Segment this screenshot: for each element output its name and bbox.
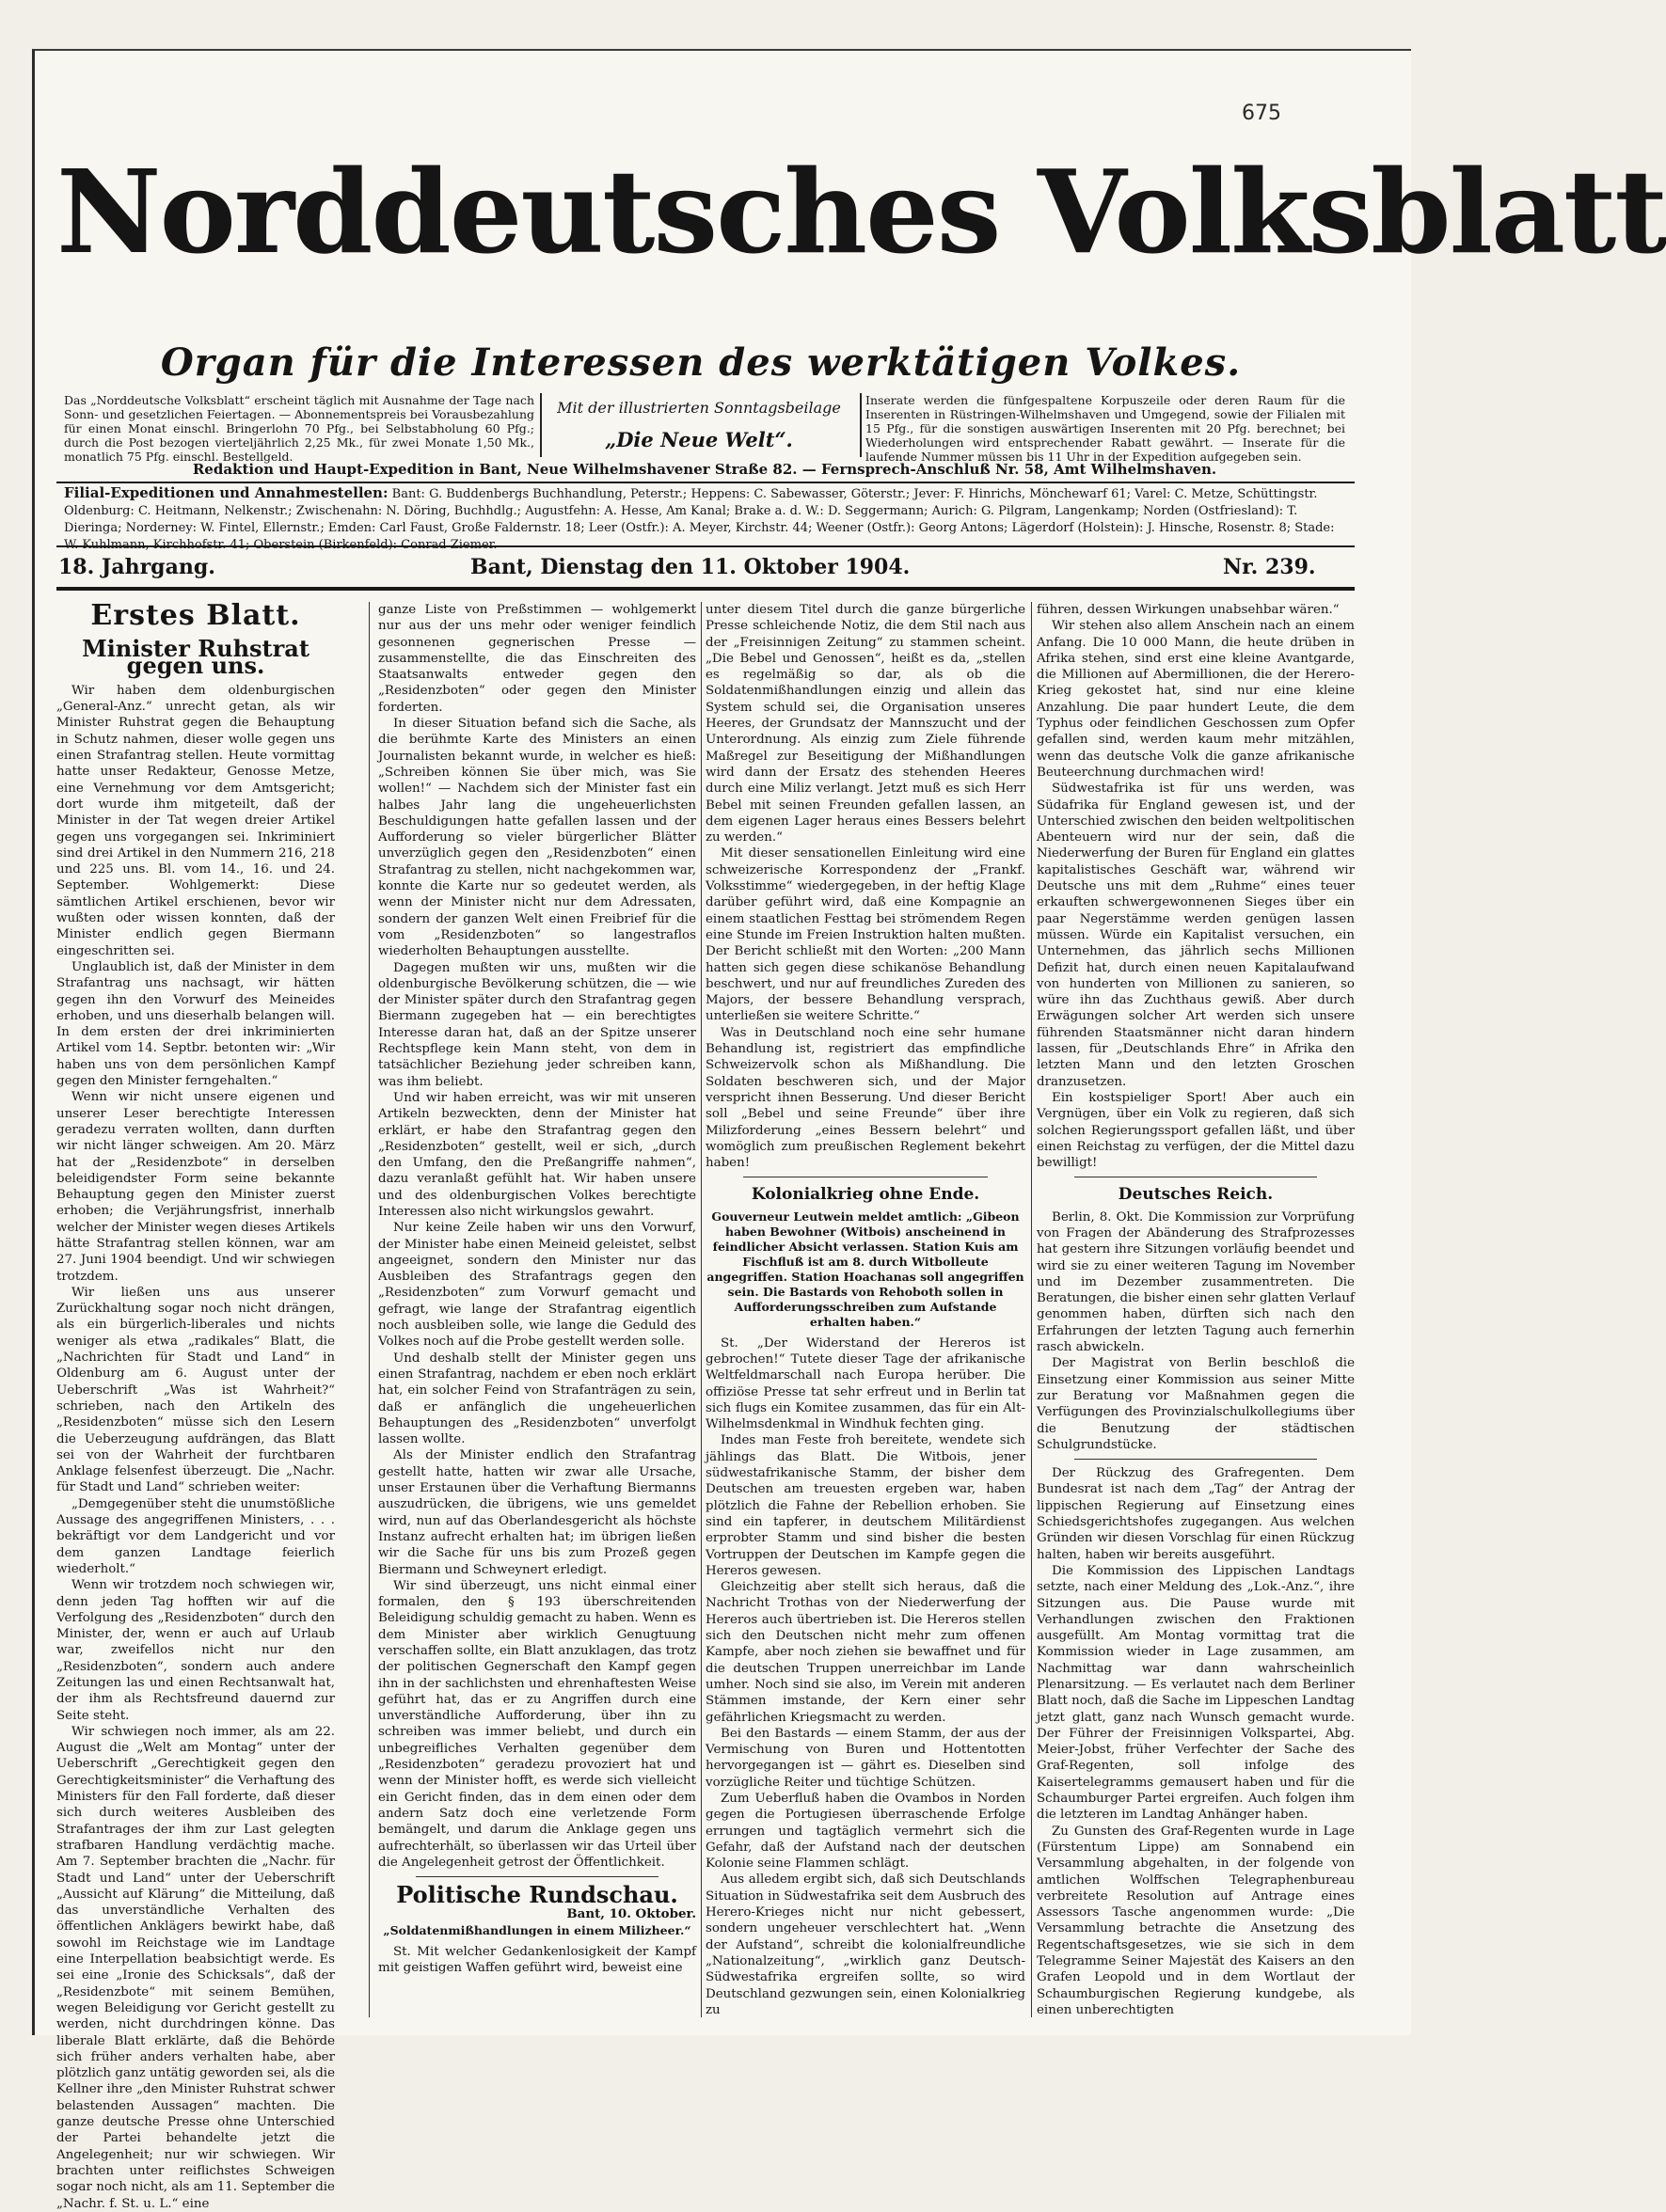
paragraph: Zu Gunsten des Graf-Regenten wurde in Lage (Fürstentum Lippe) am Sonnabend ein Versammlung abgehalten, in der folgende von amtlichen Wolffschen Telegraphenbureau verbreitete Resolution auf Antrage eines Assessors Tasche angenommen wurde: „Die Versammlung betrachte die Ansetzung des Regentschaftsgesetzes, wie sie sich in dem Telegramme Seiner Majestät des Kaisers an den Grafen Leopold und in dem Wortlaut der Schaumburgischen Regierung kundgebe, als einen unberechtigten <box>1037 1824 1355 2017</box>
rule <box>56 482 1355 483</box>
paragraph: Ein kostspieliger Sport! Aber auch ein Vergnügen, über ein Volk zu regieren, daß sich solchen Regierungssport gefallen läßt, und über einen Reichstag zu verfügen, der die Mittel dazu bewilligt! <box>1037 1090 1355 1171</box>
paragraph: St. Mit welcher Gedankenlosigkeit der Kampf mit geistigen Waffen geführt wird, beweist eine <box>378 1944 696 1976</box>
supplement-title: „Die Neue Welt“. <box>605 428 793 451</box>
masthead-title: Norddeutsches Volksblatt <box>56 144 1666 279</box>
paragraph: In dieser Situation befand sich die Sache, als die berühmte Karte des Ministers an einen Journalisten bekannt wurde, in welcher es hieß: „Schreiben können Sie über mich, was Sie wollen!“ — Nachdem sich der Minister fast ein halbes Jahr lang die ungeheuerlichsten Beschuldigungen hatte gefallen lassen und der Aufforderung so vieler bürgerlicher Blätter unverzüglich gegen den „Residenzboten“ einen Strafantrag zu stellen, nicht nachgekommen war, konnte die Karte nur so gedeutet werden, als wenn der Minister nicht nur dem Adressaten, sondern der ganzen Welt einen Freibrief für die vom „Residenzboten“ so langestraflos wiederholten Behauptungen ausstellte. <box>378 717 696 959</box>
volume-year: 18. Jahrgang. <box>58 555 215 579</box>
supplement-info <box>544 399 854 451</box>
editorial-address: Redaktion und Haupt-Expedition in Bant, Neue Wilhelmshavener Straße 82. — Fernsprech-Anschluß Nr. 58, Amt Wilhelmshaven. <box>192 461 1217 478</box>
paragraph: Indes man Feste froh bereitete, wendete sich jählings das Blatt. Die Witbois, jener südwestafrikanische Stamm, der bisher dem Deutschen am treuesten ergeben war, haben plötzlich die Fahne der Rebellion erhoben. Sie sind ein tapferer, in deutschem Militärdienst erprobter Stamm und sind bisher die besten Vortruppen der Deutschen im Kampfe gegen die Hereros gewesen. <box>706 1433 1025 1578</box>
issue-date: Bant, Dienstag den 11. Oktober 1904. <box>470 555 911 579</box>
paragraph: Nur keine Zeile haben wir uns den Vorwurf, der Minister habe einen Meineid geleistet, selbst angeeignet, sondern den Minister nur das Ausbleiben des Strafantrags gegen den „Residenzboten“ zum Vorwurf gemacht und gefragt, wie lange der Strafantrag eigentlich noch ausbleiben solle, wie lange die Geduld des Volkes noch auf die Probe gestellt werden solle. <box>378 1221 696 1350</box>
paragraph: Und wir haben erreicht, was wir mit unseren Artikeln bezweckten, denn der Minister hat erklärt, er habe den Strafantrag gegen den „Residenzboten“ gestellt, weil er sich, „durch den Umfang, den die Preßangriffe nahmen“, dazu veranlaßt gefühlt hat. Wir haben unsere und des oldenburgischen Volkes berechtigte Interessen also nicht wirkungslos gewahrt. <box>378 1090 696 1219</box>
section-headline: Politische Rundschau. <box>396 1881 678 1909</box>
paragraph: Bei den Bastards — einem Stamm, der aus der Vermischung von Buren und Hottentotten hervorgegangen ist — gährt es. Dieselben sind vorzügliche Reiter und tüchtige Schützen. <box>706 1726 1025 1790</box>
section-label: Erstes Blatt. <box>90 599 301 632</box>
branch-offices-label: Filial-Expeditionen und Annahmestellen: <box>64 484 389 501</box>
column-divider <box>369 602 370 2017</box>
masthead-subtitle: Organ für die Interessen des werktätigen Volkes. <box>160 340 1242 385</box>
paragraph: Wir ließen uns aus unserer Zurückhaltung sogar noch nicht drängen, als ein bürgerlich-liberales und nichts weniger als etwa „radikales“ Blatt, die „Nachrichten für Stadt und Land“ in Oldenburg am 6. August unter der Ueberschrift „Was ist Wahrheit?“ schrieben, nach den Artikeln des „Residenzboten“ müsse sich den Lesern die Ueberzeugung aufdrängen, das Blatt sei von der Wahrheit der furchtbaren Anklage felsenfest überzeugt. Die „Nachr. für Stadt und Land“ schrieben weiter: <box>56 1285 335 1495</box>
branch-offices <box>64 484 1345 554</box>
telegram-notice: Gouverneur Leutwein meldet amtlich: „Gibeon haben Bewohner (Witbois) anscheinend in feindlicher Absicht verlassen. Station Kuis am Fischfluß ist am 8. durch Witbolleute angegriffen. Station Hoachanas soll angegriffen sein. Die Bastards von Rehoboth sollen in Aufforderungsschreiben zum Aufstande erhalten haben.“ <box>706 1209 1024 1329</box>
paragraph: Wir haben dem oldenburgischen „General-Anz.“ unrecht getan, als wir Minister Ruhstrat gegen die Behauptung in Schutz nahmen, dieser wolle gegen uns einen Strafantrag stellen. Heute vormittag hatte unser Redakteur, Genosse Metze, eine Vernehmung vor dem Amtsgericht; dort wurde ihm mitgeteilt, daß der Minister in der Tat wegen dreier Artikel gegen uns vorgegangen sei. Inkriminiert sind drei Artikel in den Nummern 216, 218 und 225 uns. Bl. vom 14., 16. und 24. September. Wohlgemerkt: Diese sämtlichen Artikel erschienen, bevor wir wußten oder wissen konnten, daß der Minister endlich gegen Biermann eingeschritten sei. <box>56 683 335 958</box>
section-headline: Deutsches Reich. <box>1118 1185 1274 1205</box>
column-4 <box>1037 602 1355 2017</box>
article-headline: Kolonialkrieg ohne Ende. <box>751 1185 980 1205</box>
article-subheadline: „Soldatenmißhandlungen in einem Milizheer.“ <box>383 1922 691 1937</box>
paragraph: Berlin, 8. Okt. Die Kommission zur Vorprüfung von Fragen der Abänderung des Strafprozesses hat gestern ihre Sitzungen vorläufig beendet und wird sie zu einer weiteren Tagung im November und im Dezember zusammentreten. Die Beratungen, die bisher einen sehr glatten Verlauf genommen haben, dürften sich nach den Erfahrungen der letzten Tagung auch fernerhin rasch abwickeln. <box>1037 1209 1355 1355</box>
column-divider <box>1031 602 1032 2017</box>
paragraph: Wenn wir trotzdem noch schwiegen wir, denn jeden Tag hofften wir auf die Verfolgung des „Residenzboten“ durch den Minister, der, wenn er auch auf Urlaub war, zweifellos nicht nur den „Residenzboten“, sondern auch andere Zeitungen las und einen Rechtsanwalt hat, der ihm als Rechtsfreund dauernd zur Seite steht. <box>56 1578 335 1723</box>
paragraph: Südwestafrika ist für uns werden, was Südafrika für England gewesen ist, und der Unterschied zwischen den beiden weltpolitischen Abenteuern wird nur der sein, daß die Niederwerfung der Buren für England ein glattes kapitalistisches Geschäft war, während wir Deutsche uns mit dem „Ruhme“ eines teuer erkauften schwergewonnenen Sieges über ein paar Negerstämme werden genügen lassen müssen. Würde ein Kapitalist versuchen, ein Unternehmen, das jährlich sechs Millionen Defizit hat, durch einen neuen Kapitalaufwand von hunderten von Millionen zu sanieren, so würe ihn das Zuchthaus gewiß. Aber durch Erwägungen solcher Art werden sich unsere führenden Staatsmänner nicht daran hindern lassen, für „Deutschlands Ehre“ in Afrika den letzten Mann und den letzten Groschen dranzusetzen. <box>1037 782 1355 1089</box>
paragraph: führen, dessen Wirkungen unabsehbar wären.“ <box>1037 603 1340 617</box>
rule <box>416 1876 658 1877</box>
paragraph: Wir schwiegen noch immer, als am 22. August die „Welt am Montag“ unter der Ueberschrift „Gerechtigkeit gegen den Gerechtigkeitsminister“ die Verhaftung des Ministers für den Fall forderte, daß dieser sich durch weiteres Ausbleiben des Strafantrages der ihm zur Last gelegten strafbaren Handlung verdächtig mache. Am 7. September brachten die „Nachr. für Stadt und Land“ unter der Ueberschrift „Aussicht auf Klärung“ die Mitteilung, daß das unverständliche Verhalten des öffentlichen Anklägers bewirkt habe, daß sowohl im Reichstage wie im Landtage eine Interpellation beabsichtigt werde. Es sei eine „Ironie des Schicksals“, daß der „Residenzbote“ mit seinem Bemühen, wegen Beleidigung vor Gericht gestellt zu werden, nicht durchdringen könne. Das liberale Blatt erklärte, daß die Behörde sich früher anders verhalten habe, aber plötzlich ganz untätig geworden sei, als die Kellner ihre „den Minister Ruhstrat schwer belastenden Aussagen“ machten. Die ganze deutsche Presse ohne Unterschied der Partei behandelte jetzt die Angelegenheit; nur wir schwiegen. Wir brachten unter reiflichstes Schweigen sogar noch nicht, als am 11. September die „Nachr. f. St. u. L.“ eine <box>56 1724 335 2211</box>
column-2 <box>378 602 696 2017</box>
paragraph: Wir stehen also allem Anschein nach an einem Anfang. Die 10 000 Mann, die heute drüben in Afrika stehen, sind erst eine kleine Avantgarde, die Millionen auf Abermillionen, die der Herero-Krieg gekostet hat, sind nur eine kleine Anzahlung. Die paar hundert Leute, die dem Typhus oder feindlichen Geschossen zum Opfer gefallen sind, werden kaum mehr mitzählen, wenn das deutsche Volk die ganze afrikanische Beuteerchnung durchmachen wird! <box>1037 619 1355 780</box>
paragraph: ganze Liste von Preßstimmen — wohlgemerkt nur aus der uns mehr oder weniger feindlich gesonnenen gegnerischen Presse — zusammenstellte, die das Einschreiten des Staatsanwalts entweder gegen den „Residenzboten“ oder gegen den Minister forderten. <box>378 603 696 715</box>
paragraph: Aus alledem ergibt sich, daß sich Deutschlands Situation in Südwestafrika seit dem Ausbruch des Herero-Krieges nicht nur nicht gebessert, sondern ungeheuer verschlechtert hat. „Wenn der Aufstand“, schreibt die kolonialfreundliche „Nationalzeitung“, „wirklich ganz Deutsch-Südwestafrika ergreifen sollte, so wird Deutschland gezwungen sein, einen Kolonialkrieg zu <box>706 1872 1025 2017</box>
paragraph: St. „Der Widerstand der Hereros ist gebrochen!“ Tutete dieser Tage der afrikanische Weltfeldmarschall nach Europa herüber. Die offiziöse Presse tat sehr erfreut und in Berlin tat sich flugs ein Komitee zusammen, das für ein Alt-Wilhelmsdenkmal in Windhuk fechten ging. <box>706 1335 1025 1432</box>
subscription-info: Das „Norddeutsche Volksblatt“ erscheint täglich mit Ausnahme der Tage nach Sonn- und gesetzlichen Feiertagen. — Abonnementspreis bei Vorausbezahlung für einen Monat einschl. Bringerlohn 70 Pfg., bei Selbstabholung 60 Pfg.; durch die Post bezogen vierteljährlich 2,25 Mk., für zwei Monate 1,50 Mk., monatlich 75 Pfg. einschl. Bestellgeld. <box>64 393 534 464</box>
paragraph: Wir sind überzeugt, uns nicht einmal einer formalen, den § 193 überschreitenden Beleidigung schuldig gemacht zu haben. Wenn es dem Minister aber wirklich Genugtuung verschaffen sollte, ein Blatt anzuklagen, das trotz der politischen Gegnerschaft den Kampf gegen ihn in der sachlichsten und ehrenhaftesten Weise geführt hat, das er zu Angriffen durch eine unverständliche Aufforderung, über ihn zu schreiben was immer beliebt, und durch ein unbegreifliches Verhalten gegenüber dem „Residenzboten“ geradezu provoziert hat und wenn der Minister hofft, es werde sich vielleicht ein Gericht finden, das in dem einen oder dem andern Satz doch eine verletzende Form bemängelt, und darum die Anklage gegen uns aufrechterhält, so überlassen wir das Urteil über die Angelegenheit getrost der Öffentlichkeit. <box>378 1578 696 1870</box>
divider <box>540 393 542 457</box>
rule <box>1074 1459 1317 1460</box>
column-3 <box>706 602 1025 2017</box>
supplement-line: Mit der illustrierten Sonntagsbeilage <box>557 399 841 417</box>
double-rule <box>56 587 1355 591</box>
quote: „Demgegenüber steht die unumstößliche Aussage des angegriffenen Ministers, . . . bekräftigt vor dem Landgericht und vor dem ganzen Landtage feierlich wiederholt.“ <box>56 1496 335 1576</box>
paragraph: Der Magistrat von Berlin beschloß die Einsetzung einer Kommission aus seiner Mitte zur Beratung vor Maßnahmen gegen die Verfügungen des Provinzialschulkollegiums über die Benutzung der städtischen Schulgrundstücke. <box>1037 1356 1355 1452</box>
rule <box>56 545 1355 547</box>
paragraph: Und deshalb stellt der Minister gegen uns einen Strafantrag, nachdem er eben noch erklärt hat, ein solcher Feind von Strafanträgen zu sein, daß er anfänglich die ungeheuerlichen Behauptungen des „Residenzboten“ unverfolgt lassen wollte. <box>378 1351 696 1447</box>
paragraph: unter diesem Titel durch die ganze bürgerliche Presse schleichende Notiz, die dem Stil nach aus der „Freisinnigen Zeitung“ zu stammen scheint. „Die Bebel und Genossen“, heißt es da, „stellen es regelmäßig so dar, als ob die Soldatenmißhandlungen einzig und allein das System schuld sei, die Organisation unseres Heeres, der Grundsatz der Mannszucht und der Unterordnung. Als einzig zum Ziele führende Maßregel zur Beseitigung der Mißhandlungen wird dann der Ersatz des stehenden Heeres durch eine Miliz verlangt. Jetzt muß es sich Herr Bebel mit seinen Freunden gefallen lassen, an dem eigenen Lager heraus eines Bessers belehrt zu werden.“ <box>706 603 1025 845</box>
section-dateline: Bant, 10. Oktober. <box>566 1906 696 1922</box>
divider <box>860 393 862 457</box>
column-1 <box>56 599 335 2211</box>
paragraph: Was in Deutschland noch eine sehr humane Behandlung ist, registriert das empfindliche Schweizervolk schon als Mißhandlung. Die Soldaten beschweren sich, und der Major verspricht ihnen Besserung. Und dieser Bericht soll „Bebel und seine Freunde“ über ihre Milizforderung „eines Bessern belehrt“ und womöglich zum preußischen Reglement bekehrt haben! <box>706 1025 1025 1171</box>
paragraph: Mit dieser sensationellen Einleitung wird eine schweizerische Korrespondenz der „Frankf. Volksstimme“ wiedergegeben, in der heftig Klage darüber geführt wird, daß eine Kompagnie an einem staatlichen Festtag bei strömendem Regen eine Stunde im Freien Instruktion halten mußten. Der Bericht schließt mit den Worten: „200 Mann hatten sich gegen diese schikanöse Behandlung beschwert, und nur auf freundliches Zureden des Majors, der bessere Behandlung versprach, unterließen sie weitere Schritte.“ <box>706 846 1025 1024</box>
paragraph: Der Rückzug des Grafregenten. Dem Bundesrat ist nach dem „Tag“ der Antrag der lippischen Regierung auf Einsetzung eines Schiedsgerichtshofes zugegangen. Aus welchen Gründen wir diesen Vorschlag für einen Rückzug halten, haben wir bereits ausgeführt. <box>1037 1466 1355 1562</box>
issue-number: Nr. 239. <box>1223 555 1316 579</box>
paragraph: Wenn wir nicht unsere eigenen und unserer Leser berechtigte Interessen geradezu verraten wollten, dann durften wir nicht länger schweigen. Am 20. März hat der „Residenzbote“ in derselben beleidigendster Form seine bekannte Behauptung gegen den Minister zuerst erhoben; die Verjährungsfrist, innerhalb welcher der Minister wegen dieses Artikels hätte Strafantrag stellen können, war am 27. Juni 1904 beendigt. Und wir schwiegen trotzdem. <box>56 1090 335 1284</box>
paragraph: Zum Ueberfluß haben die Ovambos in Norden gegen die Portugiesen überraschende Erfolge errungen und tagtäglich vermehrt sich die Gefahr, daß der Aufstand nach der deutschen Kolonie seine Flammen schlägt. <box>706 1792 1025 1872</box>
handwritten-page-number: 675 <box>1242 102 1281 125</box>
paragraph: Unglaublich ist, daß der Minister in dem Strafantrag uns nachsagt, wir hätten gegen ihn den Vorwurf des Meineides erhoben, und uns dieserhalb belangen will. In dem ersten der drei inkriminierten Artikel vom 14. Septbr. betonten wir: „Wir haben uns von dem persönlichen Kampf gegen den Minister ferngehalten.“ <box>56 959 335 1089</box>
paragraph: Gleichzeitig aber stellt sich heraus, daß die Nachricht Trothas von der Niederwerfung der Hereros auch übertrieben ist. Die Hereros stellen sich den Deutschen nicht mehr zum offenen Kampfe, aber noch ziehen sie bewaffnet und für die deutschen Truppen unerreichbar im Lande umher. Noch sind sie also, im Verein mit anderen Stämmen imstande, der Kern einer sehr gefährlichen Kriegsmacht zu werden. <box>706 1580 1025 1725</box>
paragraph: Die Kommission des Lippischen Landtags setzte, nach einer Meldung des „Lok.-Anz.“, ihre Sitzungen aus. Die Pause wurde mit Verhandlungen zwischen den Fraktionen ausgefüllt. Am Montag vormittag trat die Kommission wieder in Lage zusammen, am Nachmittag war dann wahrscheinlich Plenarsitzung. — Es verlautet nach dem Berliner Blatt noch, daß die Sache im Lippeschen Landtag jetzt glatt, ganz nach Wunsch gemacht wurde. Der Führer der Freisinnigen Volkspartei, Abg. Meier-Jobst, früher Verfechter der Sache des Graf-Regenten, soll infolge des Kaisertelegramms gemausert haben und für die Schaumburger Partei ergreifen. Auch folgen ihm die letzteren im Landtag Anhänger haben. <box>1037 1563 1355 1823</box>
article-headline: Minister Ruhstrat gegen uns. <box>82 635 309 679</box>
advertising-info: Inserate werden die fünfgespaltene Korpuszeile oder deren Raum für die Inserenten in Rüstringen-Wilhelmshaven und Umgegend, sowie der Filialen mit 15 Pfg., für die sonstigen auswärtigen Inserenten mit 20 Pfg. berechnet; bei Wiederholungen wird entsprechender Rabatt gewährt. — Inserate für die laufende Nummer müssen bis 11 Uhr in der Expedition aufgegeben sein. <box>865 393 1345 464</box>
paragraph: Dagegen mußten wir uns, mußten wir die oldenburgische Bevölkerung schützen, die — wie der Minister später durch den Strafantrag gegen Biermann zugegeben hat — ein berechtigtes Interesse daran hat, daß an der Spitze unserer Rechtspflege kein Mann steht, von dem in tatsächlicher Beziehung jeder schreiben kann, was ihm beliebt. <box>378 960 696 1089</box>
column-divider <box>701 602 702 2017</box>
paragraph: Als der Minister endlich den Strafantrag gestellt hatte, hatten wir zwar alle Ursache, unser Erstaunen über die Verhaftung Biermanns auszudrücken, die übrigens, wie uns gemeldet wird, nun auf das Oberlandesgericht als höchste Instanz aufrecht erhalten hat; im übrigen ließen wir die Sache für uns bis zum Prozeß gegen Biermann und Schweynert erledigt. <box>378 1448 696 1577</box>
branch-offices-list: Bant: G. Buddenbergs Buchhandlung, Peterstr.; Heppens: C. Sabewasser, Göterstr.; Jever: F. Hinrichs, Mönchewarf 61; Varel: C. Metze, Schüttingstr. Oldenburg: C. Heitmann, Nelkenstr.; Zwischenahn: N. Döring, Buchhdlg.; Augustfehn: A. Hesse, Am Kanal; Brake a. d. W.: D. Seggermann; Aurich: G. Pilgram, Langenkamp; Norden (Ostfriesland): T. Dieringa; Norderney: W. Fintel, Ellernstr.; Emden: Carl Faust, Große Faldernstr. 18; Leer (Ostfr.): A. Meyer, Kirchstr. 44; Weener (Ostfr.): Georg Antons; Lägerdorf (Holstein): J. Hinsche, Rosenstr. 8; Stade: <box>64 487 1335 535</box>
